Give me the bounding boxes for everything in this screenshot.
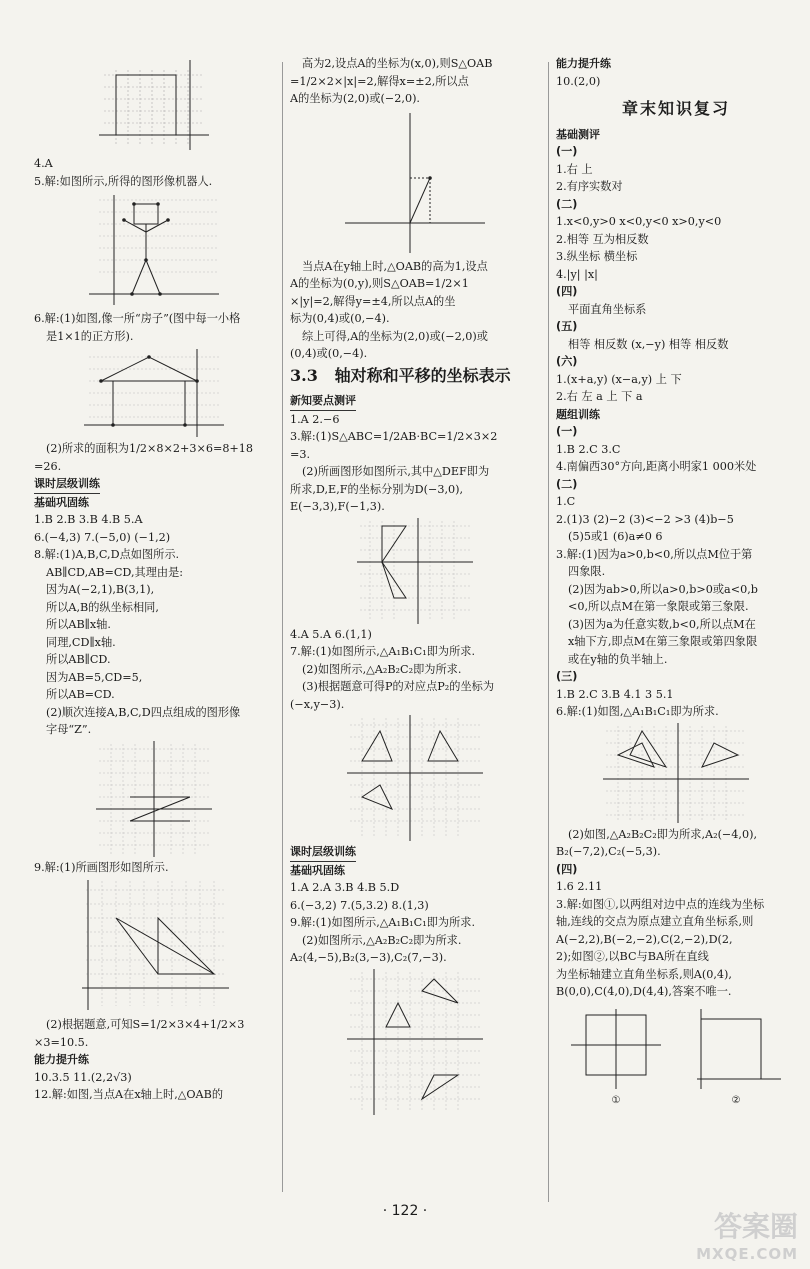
subsection-heading: 新知要点测评	[290, 392, 356, 411]
answer-line: 2);如图②,以BC与BA所在直线	[556, 950, 709, 963]
answer-line: (3)因为a为任意实数,b<0,所以点M在	[568, 617, 756, 631]
answer-line: (2)如图,△A₂B₂C₂即为所求,A₂(−4,0),	[568, 827, 758, 841]
answer-line: 2.相等 互为相反数	[556, 232, 649, 246]
answer-line: 3.解:如图①,以两组对边中点的连线为坐标	[556, 897, 765, 911]
translation-figure-q9	[345, 967, 485, 1117]
answer-line: <0,所以点M在第一象限或第三象限.	[568, 600, 749, 613]
answer-line: 3.解:(1)因为a>0,b<0,所以点M位于第	[556, 547, 753, 561]
answer-line: (2)如图所示,△A₂B₂C₂即为所求.	[302, 933, 462, 947]
answer-line: 所以AB∥x轴.	[46, 618, 111, 631]
answer-line: (2)所画图形如图所示,其中△DEF即为	[302, 465, 490, 478]
answer-line: 3.纵坐标 横坐标	[556, 250, 638, 263]
group-label: (五)	[556, 320, 578, 333]
triangle-figure-def	[355, 516, 475, 626]
answer-line: 1.右 上	[556, 162, 593, 176]
answer-line: (2)因为ab>0,所以a>0,b>0或a<0,b	[568, 582, 758, 596]
answer-line: 1.A 2.−6	[290, 412, 340, 426]
answer-line: 4.A	[34, 157, 53, 170]
answer-line: 为坐标轴建立直角坐标系,则A(0,4),	[556, 967, 732, 981]
figure-caption-1: ①	[611, 1094, 621, 1106]
answer-line: 因为AB=5,CD=5,	[46, 670, 143, 684]
answer-line: 高为2,设点A的坐标为(x,0),则S△OAB	[302, 57, 493, 70]
answer-line: ×|y|=2,解得y=±4,所以点A的坐	[290, 294, 456, 308]
answer-line: B₂(−7,2),C₂(−5,3).	[556, 845, 661, 858]
coordinate-figure-oab	[340, 108, 490, 258]
figure-caption-2: ②	[731, 1094, 741, 1106]
column-middle	[290, 55, 540, 1117]
answer-line: 6.解:(1)如图,像一所“房子”(图中每一小格	[34, 312, 241, 325]
answer-line: 相等 相反数 (x,−y) 相等 相反数	[568, 337, 729, 351]
answer-line: 平面直角坐标系	[568, 302, 647, 316]
answer-line: 1.B 2.C 3.C	[556, 442, 621, 456]
robot-figure	[84, 190, 224, 310]
answer-line: (2)如图所示,△A₂B₂C₂即为所求.	[302, 662, 462, 676]
answer-line: A₂(4,−5),B₂(3,−3),C₂(7,−3).	[290, 951, 447, 964]
answer-line: 4.南偏西30°方向,距离小明家1 000米处	[556, 460, 757, 473]
watermark-url: MXQE.COM	[696, 1245, 798, 1263]
answer-line: 当点A在y轴上时,△OAB的高为1,设点	[302, 259, 488, 273]
answer-line: 7.解:(1)如图所示,△A₁B₁C₁即为所求.	[290, 645, 476, 658]
answer-line: E(−3,3),F(−1,3).	[290, 500, 385, 513]
answer-line: =1/2×2×|x|=2,解得x=±2,所以点	[290, 74, 469, 88]
answer-line: 5.解:如图所示,所得的图形像机器人.	[34, 174, 213, 188]
answer-line: 6.(−3,2) 7.(5,3.2) 8.(1,3)	[290, 898, 429, 912]
answer-line: 同理,CD∥x轴.	[46, 635, 116, 649]
column-left	[34, 55, 274, 1104]
answer-line: 标为(0,4)或(0,−4).	[290, 312, 390, 325]
answer-line: 四象限.	[568, 565, 606, 578]
answer-line: 2.右 左 a 上 下 a	[556, 390, 643, 403]
answer-line: (2)所求的面积为1/2×8×2+3×6=8+18	[46, 442, 254, 455]
square-figure-1	[569, 1007, 664, 1092]
column-divider-1	[282, 62, 283, 1192]
answer-line: 9.解:(1)如图所示,△A₁B₁C₁即为所求.	[290, 916, 476, 929]
answer-line: 1.x<0,y>0 x<0,y<0 x>0,y<0	[556, 215, 722, 228]
subsection-heading: 能力提升练	[556, 57, 611, 70]
page-number: · 122 ·	[382, 1203, 428, 1219]
house-figure	[79, 345, 229, 440]
group-label: (二)	[556, 197, 578, 211]
group-label: (六)	[556, 355, 578, 368]
chapter-review-title: 章末知识复习	[621, 99, 730, 118]
answer-line: (2)顺次连接A,B,C,D四点组成的图形像	[46, 705, 241, 719]
answer-line: 9.解:(1)所画图形如图所示.	[34, 860, 169, 874]
answer-line: 所以A,B的纵坐标相同,	[46, 600, 159, 614]
answer-line: 字母“Z”.	[46, 723, 92, 736]
answer-line: 4.|y| |x|	[556, 267, 598, 281]
answer-line: 1.B 2.C 3.B 4.1 3 5.1	[556, 687, 674, 701]
z-shape-figure	[94, 739, 214, 859]
answer-line: 2.有序实数对	[556, 180, 623, 193]
answer-line: AB∥CD,AB=CD,其理由是:	[46, 565, 184, 579]
answer-line: 6.(−4,3) 7.(−5,0) (−1,2)	[34, 530, 171, 544]
answer-line: =26.	[34, 459, 62, 473]
answer-line: 所以AB∥CD.	[46, 653, 111, 666]
answer-line: A的坐标为(0,y),则S△OAB=1/2×1	[290, 277, 469, 290]
group-label: (一)	[556, 425, 578, 438]
answer-line: 1.B 2.B 3.B 4.B 5.A	[34, 513, 143, 526]
watermark-text: 答案圈	[713, 1210, 798, 1243]
subsection-heading: 基础测评	[556, 127, 600, 141]
answer-line: (3)根据题意可得P的对应点P₂的坐标为	[302, 680, 495, 693]
answer-line: 轴,连线的交点为原点建立直角坐标系,则	[556, 915, 754, 928]
answer-line: 所求,D,E,F的坐标分别为D(−3,0),	[290, 482, 464, 496]
subsection-heading: 基础巩固练	[34, 495, 89, 509]
section-heading: 课时层级训练	[34, 475, 100, 494]
triangle-figure-review	[601, 721, 751, 826]
column-right	[556, 55, 796, 1109]
answer-line: (−x,y−3).	[290, 697, 345, 711]
answer-line: 2.(1)3 (2)−2 (3)<−2 >3 (4)b−5	[556, 512, 734, 526]
answer-line: (0,4)或(0,−4).	[290, 347, 368, 360]
subsection-heading: 能力提升练	[34, 1053, 89, 1066]
group-label: (四)	[556, 285, 578, 298]
answer-line: 3.解:(1)S△ABC=1/2AB·BC=1/2×3×2	[290, 430, 498, 443]
answer-line: 6.解:(1)如图,△A₁B₁C₁即为所求.	[556, 705, 719, 718]
group-label: (三)	[556, 670, 578, 683]
answer-line: x轴下方,即点M在第三象限或第四象限	[568, 635, 758, 648]
answer-line: 所以AB=CD.	[46, 688, 115, 701]
subsection-heading: 基础巩固练	[290, 863, 345, 877]
answer-line: 或在y轴的负半轴上.	[568, 652, 668, 666]
triangle-figure-q9	[74, 876, 234, 1016]
answer-line: 12.解:如图,当点A在x轴上时,△OAB的	[34, 1088, 224, 1101]
answer-line: 8.解:(1)A,B,C,D点如图所示.	[34, 548, 180, 561]
answer-line: =3.	[290, 447, 311, 461]
symmetry-figure-q7	[345, 713, 485, 843]
watermark	[696, 1205, 798, 1263]
answer-line: 10.3.5 11.(2,2√3)	[34, 1070, 132, 1084]
answer-line: 1.C	[556, 495, 576, 508]
column-divider-2	[548, 62, 549, 1202]
answer-line: A(−2,2),B(−2,−2),C(2,−2),D(2,	[556, 932, 733, 946]
answer-line: 1.6 2.11	[556, 880, 603, 893]
subsection-heading: 题组训练	[556, 407, 600, 421]
grid-figure-rect	[94, 55, 214, 155]
group-label: (二)	[556, 477, 578, 491]
group-label: (一)	[556, 145, 578, 158]
answer-line: B(0,0),C(4,0),D(4,4),答案不唯一.	[556, 985, 732, 998]
section-title-3-3: 3.3 轴对称和平移的坐标表示	[290, 365, 511, 385]
section-heading: 课时层级训练	[290, 843, 356, 862]
answer-line: 是1×1的正方形).	[46, 329, 134, 343]
answer-line: A的坐标为(2,0)或(−2,0).	[290, 92, 420, 105]
square-figure-2	[689, 1007, 784, 1092]
answer-line: (5)5或1 (6)a≠0 6	[568, 530, 663, 543]
answer-line: 1.(x+a,y) (x−a,y) 上 下	[556, 372, 682, 386]
answer-line: (2)根据题意,可知S=1/2×3×4+1/2×3	[46, 1018, 245, 1031]
answer-line: 综上可得,A的坐标为(2,0)或(−2,0)或	[302, 329, 488, 343]
group-label: (四)	[556, 862, 578, 876]
answer-line: 因为A(−2,1),B(3,1),	[46, 583, 155, 596]
answer-line: ×3=10.5.	[34, 1035, 89, 1049]
answer-line: 10.(2,0)	[556, 74, 601, 88]
answer-line: 4.A 5.A 6.(1,1)	[290, 627, 372, 641]
answer-line: 1.A 2.A 3.B 4.B 5.D	[290, 881, 400, 894]
